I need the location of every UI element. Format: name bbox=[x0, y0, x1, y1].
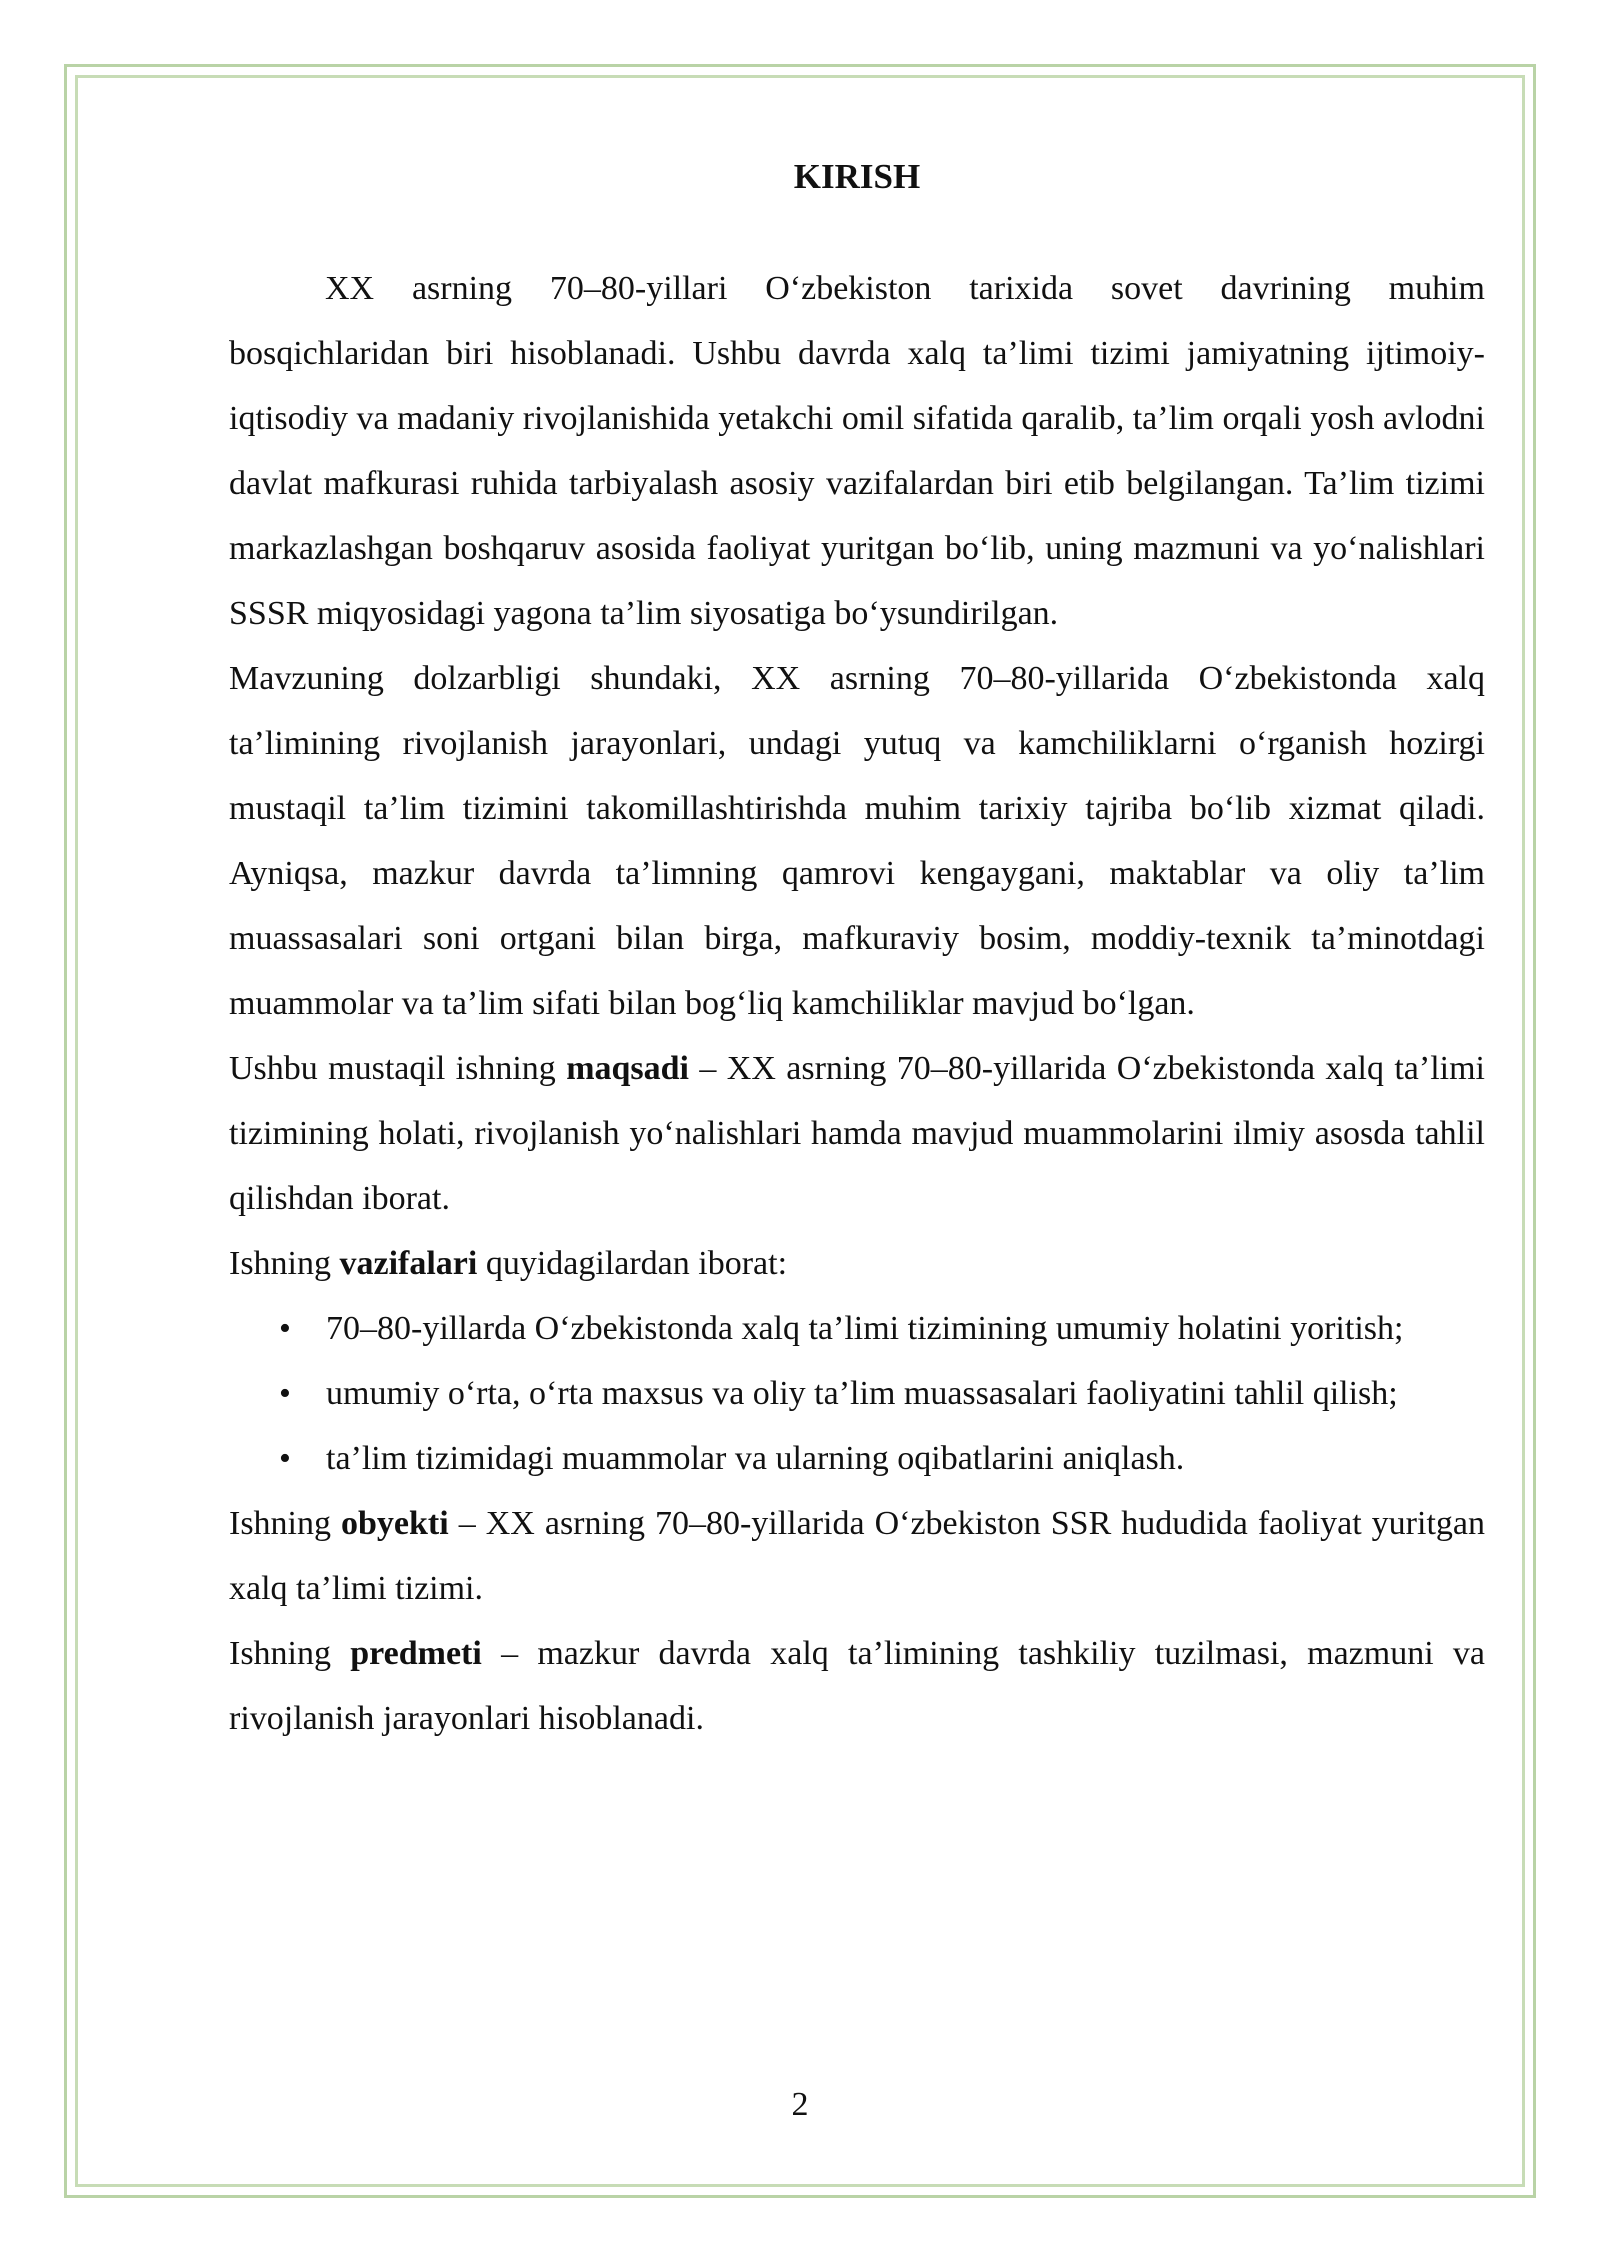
object-keyword: obyekti bbox=[341, 1505, 449, 1542]
list-item-text: umumiy o‘rta, o‘rta maxsus va oliy ta’lim muassasalari faoliyatini tahlil qilish; bbox=[326, 1375, 1398, 1412]
list-item bbox=[229, 1296, 1485, 1361]
document-body bbox=[229, 148, 1485, 1751]
object-paragraph bbox=[229, 1491, 1485, 1621]
intro-paragraph: XX asrning 70–80-yillari O‘zbekiston tarixida sovet davrining muhim bosqichlaridan biri hisoblanadi. Ushbu davrda xalq ta’limi tizimi jamiyatning ijtimoiy-iqtisodiy va madaniy rivojlanishida yetakchi omil sifatida qaralib, ta’lim orqali yosh avlodni davlat mafkurasi ruhida tarbiyalash asosiy vazifalardan biri etib belgilangan. Ta’lim tizimi markazlashgan boshqaruv asosida faoliyat yuritgan bo‘lib, uning mazmuni va yo‘nalishlari SSSR miqyosidagi yagona ta’lim siyosatiga bo‘ysundirilgan. bbox=[229, 270, 1485, 632]
subject-prefix: Ishning bbox=[229, 1635, 351, 1672]
tasks-prefix: Ishning bbox=[229, 1245, 340, 1282]
subject-text: – mazkur davrda xalq ta’limining tashkiliy tuzilmasi, mazmuni va rivojlanish jarayonlari hisoblanadi. bbox=[229, 1635, 1485, 1737]
object-prefix: Ishning bbox=[229, 1505, 342, 1542]
tasks-text: quyidagilardan iborat: bbox=[477, 1245, 788, 1282]
goal-keyword: maqsadi bbox=[566, 1050, 690, 1087]
bullet-icon: • bbox=[279, 1310, 291, 1347]
subject-keyword: predmeti bbox=[350, 1635, 482, 1672]
tasks-keyword: vazifalari bbox=[339, 1245, 478, 1282]
list-item bbox=[229, 1426, 1485, 1491]
bullet-icon: • bbox=[279, 1440, 291, 1477]
tasks-paragraph bbox=[229, 1231, 1485, 1296]
task-list bbox=[229, 1296, 1485, 1491]
bullet-icon: • bbox=[279, 1375, 291, 1412]
relevance-paragraph: Mavzuning dolzarbligi shundaki, XX asrning 70–80-yillarida O‘zbekistonda xalq ta’limining rivojlanish jarayonlari, undagi yutuq va kamchiliklarni o‘rganish hozirgi mustaqil ta’lim tizimini takomillashtirishda muhim tarixiy tajriba bo‘lib xizmat qiladi. Ayniqsa, mazkur davrda ta’limning qamrovi kengaygani, maktablar va oliy ta’lim muassasalari soni ortgani bilan birga, mafkuraviy bosim, moddiy-texnik ta’minotdagi muammolar va ta’lim sifati bilan bog‘liq kamchiliklar mavjud bo‘lgan. bbox=[229, 660, 1485, 1022]
goal-text: – XX asrning 70–80-yillarida O‘zbekistonda xalq ta’limi tizimining holati, rivojlanish yo‘nalishlari hamda mavjud muammolarini ilmiy asosda tahlil qilishdan iborat. bbox=[229, 1050, 1485, 1217]
page-title: KIRISH bbox=[793, 157, 921, 196]
goal-prefix: Ushbu mustaqil ishning bbox=[229, 1050, 567, 1087]
page-number: 2 bbox=[791, 2086, 809, 2123]
goal-paragraph bbox=[229, 1036, 1485, 1231]
subject-paragraph bbox=[229, 1621, 1485, 1751]
object-text: – XX asrning 70–80-yillarida O‘zbekiston SSR hududida faoliyat yuritgan xalq ta’limi tizimi. bbox=[229, 1505, 1485, 1607]
list-item-text: 70–80-yillarda O‘zbekistonda xalq ta’limi tizimining umumiy holatini yoritish; bbox=[326, 1310, 1404, 1347]
list-item bbox=[229, 1361, 1485, 1426]
list-item-text: ta’lim tizimidagi muammolar va ularning oqibatlarini aniqlash. bbox=[326, 1440, 1185, 1477]
